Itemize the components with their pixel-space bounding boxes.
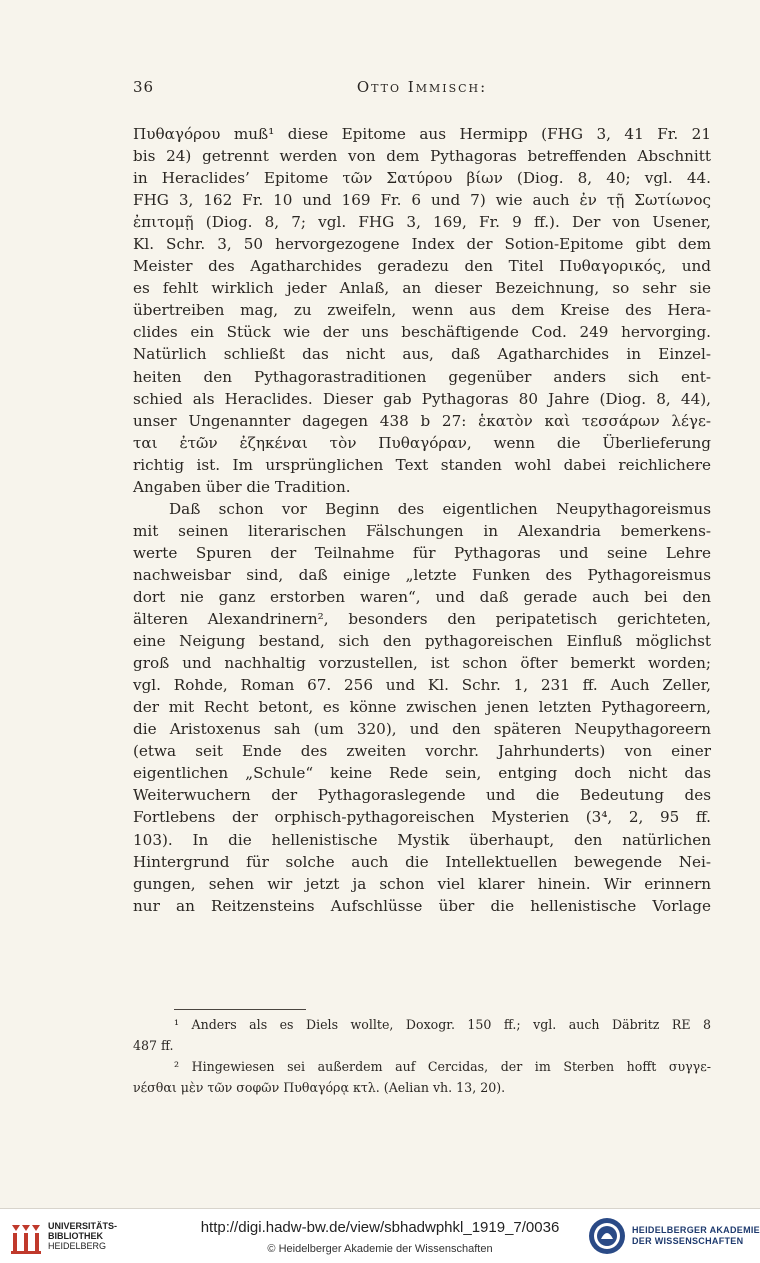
text-line: werte Spuren der Teilnahme für Pythagoras und seine Lehre xyxy=(133,543,711,562)
text-line: älteren Alexandrinern², besonders den peripatetisch gerichteten, xyxy=(133,610,711,629)
footnotes xyxy=(133,1014,711,1098)
running-head: Otto Immisch: xyxy=(356,78,488,96)
text-line: unser Ungenannter dagegen 438 b 27: ἑκατὸν καὶ τεσσάρων λέγε- xyxy=(133,411,711,430)
text-line: heiten den Pythagorastraditionen gegenüber anders sich ent- xyxy=(133,367,711,386)
text-line: Natürlich schließt das nicht aus, daß Agatharchides in Einzel- xyxy=(133,345,711,364)
text-line: eine Neigung bestand, sich den pythagoreischen Einfluß möglichst xyxy=(133,632,711,651)
text-line: es fehlt wirklich jeder Anlaß, an dieser Bezeichnung, so sehr sie xyxy=(133,279,711,298)
text-line: vgl. Rohde, Roman 67. 256 und Kl. Schr. 1, 231 ff. Auch Zeller, xyxy=(133,676,711,695)
text-line: Weiterwuchern der Pythagoraslegende und die Bedeutung des xyxy=(133,786,711,805)
university-library-label: UNIVERSITÄTS- BIBLIOTHEK HEIDELBERG xyxy=(48,1221,118,1251)
text-line: dort nie ganz erstorben waren“, und daß gerade auch bei den xyxy=(133,587,711,606)
text-line: (etwa seit Ende des zweiten vorchr. Jahrhunderts) von einer xyxy=(133,742,711,761)
text-line: FHG 3, 162 Fr. 10 und 169 Fr. 6 und 7) wie auch ἐν τῇ Σωτίωνος xyxy=(133,191,711,210)
text-line: Πυθαγόρου muß¹ diese Epitome aus Hermipp (FHG 3, 41 Fr. 21 xyxy=(133,125,711,143)
footnote-rule xyxy=(174,1009,306,1010)
main-text xyxy=(133,123,711,917)
footnote-line: 487 ff. xyxy=(133,1038,174,1053)
text-line: in Heraclides’ Epitome τῶν Σατύρου βίων (Diog. 8, 40; vgl. 44. xyxy=(133,169,711,188)
text-line: nur an Reitzensteins Aufschlüsse über die hellenistische Vorlage xyxy=(133,896,711,915)
text-line: mit seinen literarischen Fälschungen in Alexandria bemerkens- xyxy=(133,521,711,540)
text-line: der mit Recht betont, es könne zwischen jenen letzten Pythagoreern, xyxy=(133,698,711,717)
text-line: ται ἐτῶν ἐζηκέναι τὸν Πυθαγόραν, wenn die Überlieferung xyxy=(133,433,711,452)
academy-seal-icon xyxy=(588,1217,626,1255)
viewer-footer xyxy=(0,1208,760,1263)
text-line: Fortlebens der orphisch-pythagoreischen Mysterien (3⁴, 2, 95 ff. xyxy=(133,808,711,827)
text-line: richtig ist. Im ursprünglichen Text standen wohl dabei reichlichere xyxy=(133,455,711,474)
text-line: clides ein Stück wie der uns beschäftigende Cod. 249 hervorging. xyxy=(133,323,711,342)
footnote-line: ² Hingewiesen sei außerdem auf Cercidas, der im Sterben hofft συγγε- xyxy=(174,1059,711,1074)
text-line: nachweisbar sind, daß einige „letzte Funken des Pythagoreismus xyxy=(133,565,711,584)
page-header xyxy=(133,78,711,102)
text-line: eigentlichen „Schule“ keine Rede sein, entging doch nicht das xyxy=(133,764,711,783)
footnote-line: νέσθαι μὲν τῶν σοφῶν Πυθαγόρᾳ κτλ. (Aelian vh. 13, 20). xyxy=(133,1080,506,1095)
page-number: 36 xyxy=(133,78,155,96)
text-line: groß und nachhaltig vorzustellen, ist schon öfter bemerkt worden; xyxy=(133,654,711,673)
permalink[interactable]: http://digi.hadw-bw.de/view/sbhadwphkl_1919_7/0036 xyxy=(200,1219,560,1236)
text-line: Hintergrund für solche auch die Intellektuellen bewegende Nei- xyxy=(133,852,711,871)
copyright-notice: © Heidelberger Akademie der Wissenschaften xyxy=(267,1243,493,1255)
text-line: bis 24) getrennt werden von dem Pythagoras betreffenden Abschnitt xyxy=(133,147,711,166)
text-line: Angaben über die Tradition. xyxy=(133,477,351,496)
text-line: übertreiben mag, zu zweifeln, wenn aus dem Kreise des Hera- xyxy=(133,301,711,320)
text-line: Meister des Agatharchides geradezu den Titel Πυθαγορικός, und xyxy=(133,257,711,276)
text-line: die Aristoxenus sah (um 320), und den späteren Neupythagoreern xyxy=(133,720,711,739)
text-line: ἐπιτομῇ (Diog. 8, 7; vgl. FHG 3, 169, Fr. 9 ff.). Der von Usener, xyxy=(133,213,711,232)
text-line: schied als Heraclides. Dieser gab Pythagoras 80 Jahre (Diog. 8, 44), xyxy=(133,389,711,408)
footnote-line: ¹ Anders als es Diels wollte, Doxogr. 150 ff.; vgl. auch Däbritz RE 8 xyxy=(174,1017,711,1032)
text-line: Daß schon vor Beginn des eigentlichen Neupythagoreismus xyxy=(169,499,711,518)
text-line: 103). In die hellenistische Mystik überhaupt, den natürlichen xyxy=(133,830,711,849)
academy-label: HEIDELBERGER AKADEMIE DER WISSENSCHAFTEN xyxy=(632,1225,760,1246)
text-line: gungen, sehen wir jetzt ja schon viel klarer hinein. Wir erinnern xyxy=(133,874,711,893)
text-line: Kl. Schr. 3, 50 hervorgezogene Index der Sotion-Epitome gibt dem xyxy=(133,235,711,254)
